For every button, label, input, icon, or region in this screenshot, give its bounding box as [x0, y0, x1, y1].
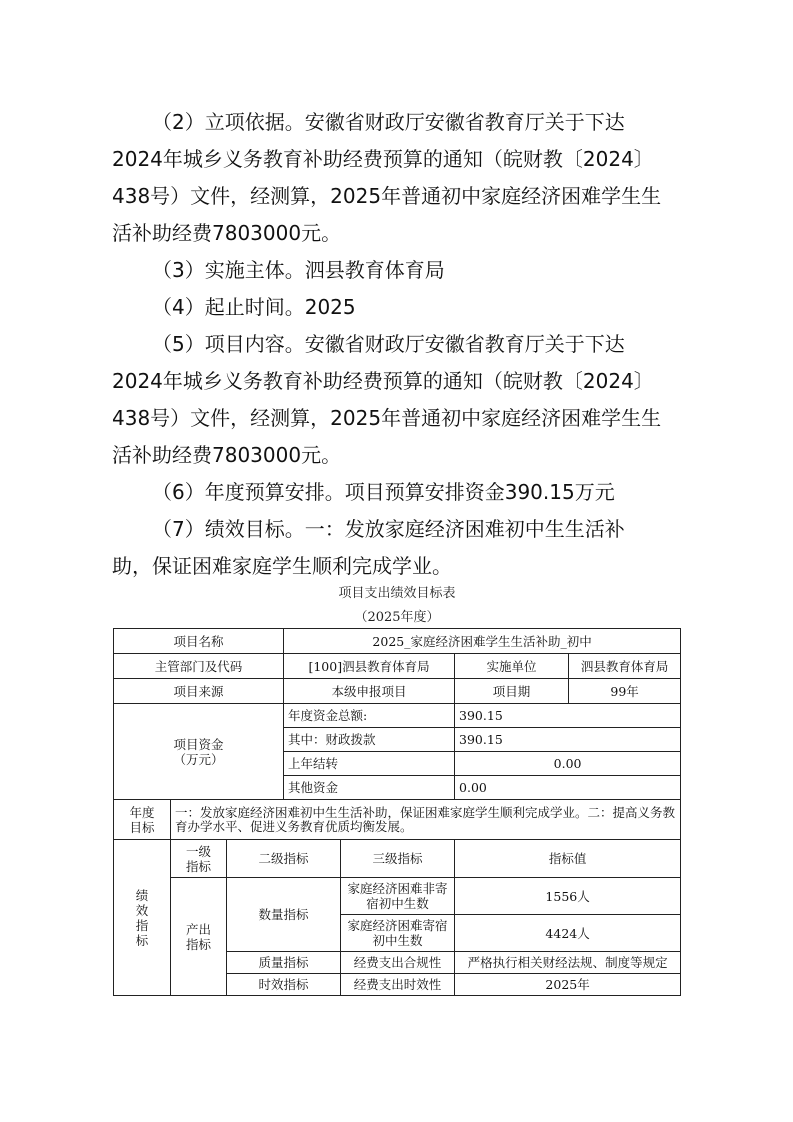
source-value: 本级申报项目	[284, 679, 455, 704]
line: 助，保证困难家庭学生顺利完成学业。	[112, 554, 452, 578]
dept-label: 主管部门及代码	[114, 654, 284, 679]
impl-unit-value: 泗县教育体育局	[569, 654, 681, 679]
quality-value: 严格执行相关财经法规、制度等规定	[455, 952, 681, 974]
line: （5）项目内容。安徽省财政厅安徽省教育厅关于下达	[152, 332, 625, 356]
row-value: 4424人	[455, 915, 681, 952]
funds-carryover-label: 上年结转	[284, 752, 455, 776]
annual-goal-label: 年度目标	[114, 800, 171, 840]
line: 2024年城乡义务教育补助经费预算的通知（皖财教〔2024〕	[112, 147, 654, 171]
line: 2024年城乡义务教育补助经费预算的通知（皖财教〔2024〕	[112, 369, 654, 393]
funds-total-label: 年度资金总额:	[284, 704, 455, 728]
line: 438号）文件，经测算，2025年普通初中家庭经济困难学生生	[112, 184, 662, 208]
timeliness-indicator-label: 时效指标	[227, 974, 341, 996]
funds-fiscal-value: 390.15	[455, 728, 681, 752]
funds-label	[114, 704, 284, 800]
project-name-label: 项目名称	[114, 629, 284, 654]
period-value: 99年	[569, 679, 681, 704]
quality-indicator-label: 质量指标	[227, 952, 341, 974]
line: 活补助经费7803000元。	[112, 221, 342, 245]
funds-fiscal-label: 其中：财政拨款	[284, 728, 455, 752]
performance-table	[113, 628, 681, 996]
paragraph-budget	[112, 474, 682, 511]
row-level3: 家庭经济困难寄宿初中生数	[341, 915, 455, 952]
paragraph-project-basis	[112, 104, 682, 252]
source-label: 项目来源	[114, 679, 284, 704]
line: 438号）文件，经测算，2025年普通初中家庭经济困难学生生	[112, 406, 662, 430]
line: 活补助经费7803000元。	[112, 443, 342, 467]
line: （6）年度预算安排。项目预算安排资金390.15万元	[152, 480, 615, 504]
output-indicator-label: 产出指标	[171, 878, 227, 996]
impl-unit-label: 实施单位	[455, 654, 569, 679]
line: （4）起止时间。2025	[152, 295, 356, 319]
header-level3: 三级指标	[341, 840, 455, 878]
quality-level3: 经费支出合规性	[341, 952, 455, 974]
period-label: 项目期	[455, 679, 569, 704]
annual-goal-text: 一：发放家庭经济困难初中生生活补助，保证困难家庭学生顺利完成学业。二：提高义务教育办学水平、促进义务教育优质均衡发展。	[171, 800, 681, 840]
paragraph-period	[112, 289, 682, 326]
paragraph-content	[112, 326, 682, 474]
funds-carryover-value: 0.00	[455, 752, 681, 776]
header-value: 指标值	[455, 840, 681, 878]
table-title: 项目支出绩效目标表	[338, 586, 456, 601]
funds-unit: （万元）	[173, 751, 224, 767]
timeliness-value: 2025年	[455, 974, 681, 996]
header-level2: 二级指标	[227, 840, 341, 878]
table-year: （2025年度）	[354, 610, 440, 625]
funds-total-value: 390.15	[455, 704, 681, 728]
funds-other-label: 其他资金	[284, 776, 455, 800]
quantity-indicator-label: 数量指标	[227, 878, 341, 952]
funds-label-text: 项目资金	[173, 736, 224, 752]
line: （7）绩效目标。一：发放家庭经济困难初中生生活补	[152, 517, 625, 541]
line: （3）实施主体。泗县教育体育局	[152, 258, 445, 282]
dept-value: [100]泗县教育体育局	[284, 654, 455, 679]
header-level1: 一级指标	[171, 840, 227, 878]
row-value: 1556人	[455, 878, 681, 915]
line: （2）立项依据。安徽省财政厅安徽省教育厅关于下达	[152, 110, 625, 134]
paragraph-implementer	[112, 252, 682, 289]
project-name-value: 2025_家庭经济困难学生生活补助_初中	[284, 629, 681, 654]
timeliness-level3: 经费支出时效性	[341, 974, 455, 996]
row-level3: 家庭经济困难非寄宿初中生数	[341, 878, 455, 915]
paragraph-goal	[112, 511, 682, 585]
perf-indicators-label: 绩效指标	[114, 840, 171, 996]
funds-other-value: 0.00	[455, 776, 681, 800]
